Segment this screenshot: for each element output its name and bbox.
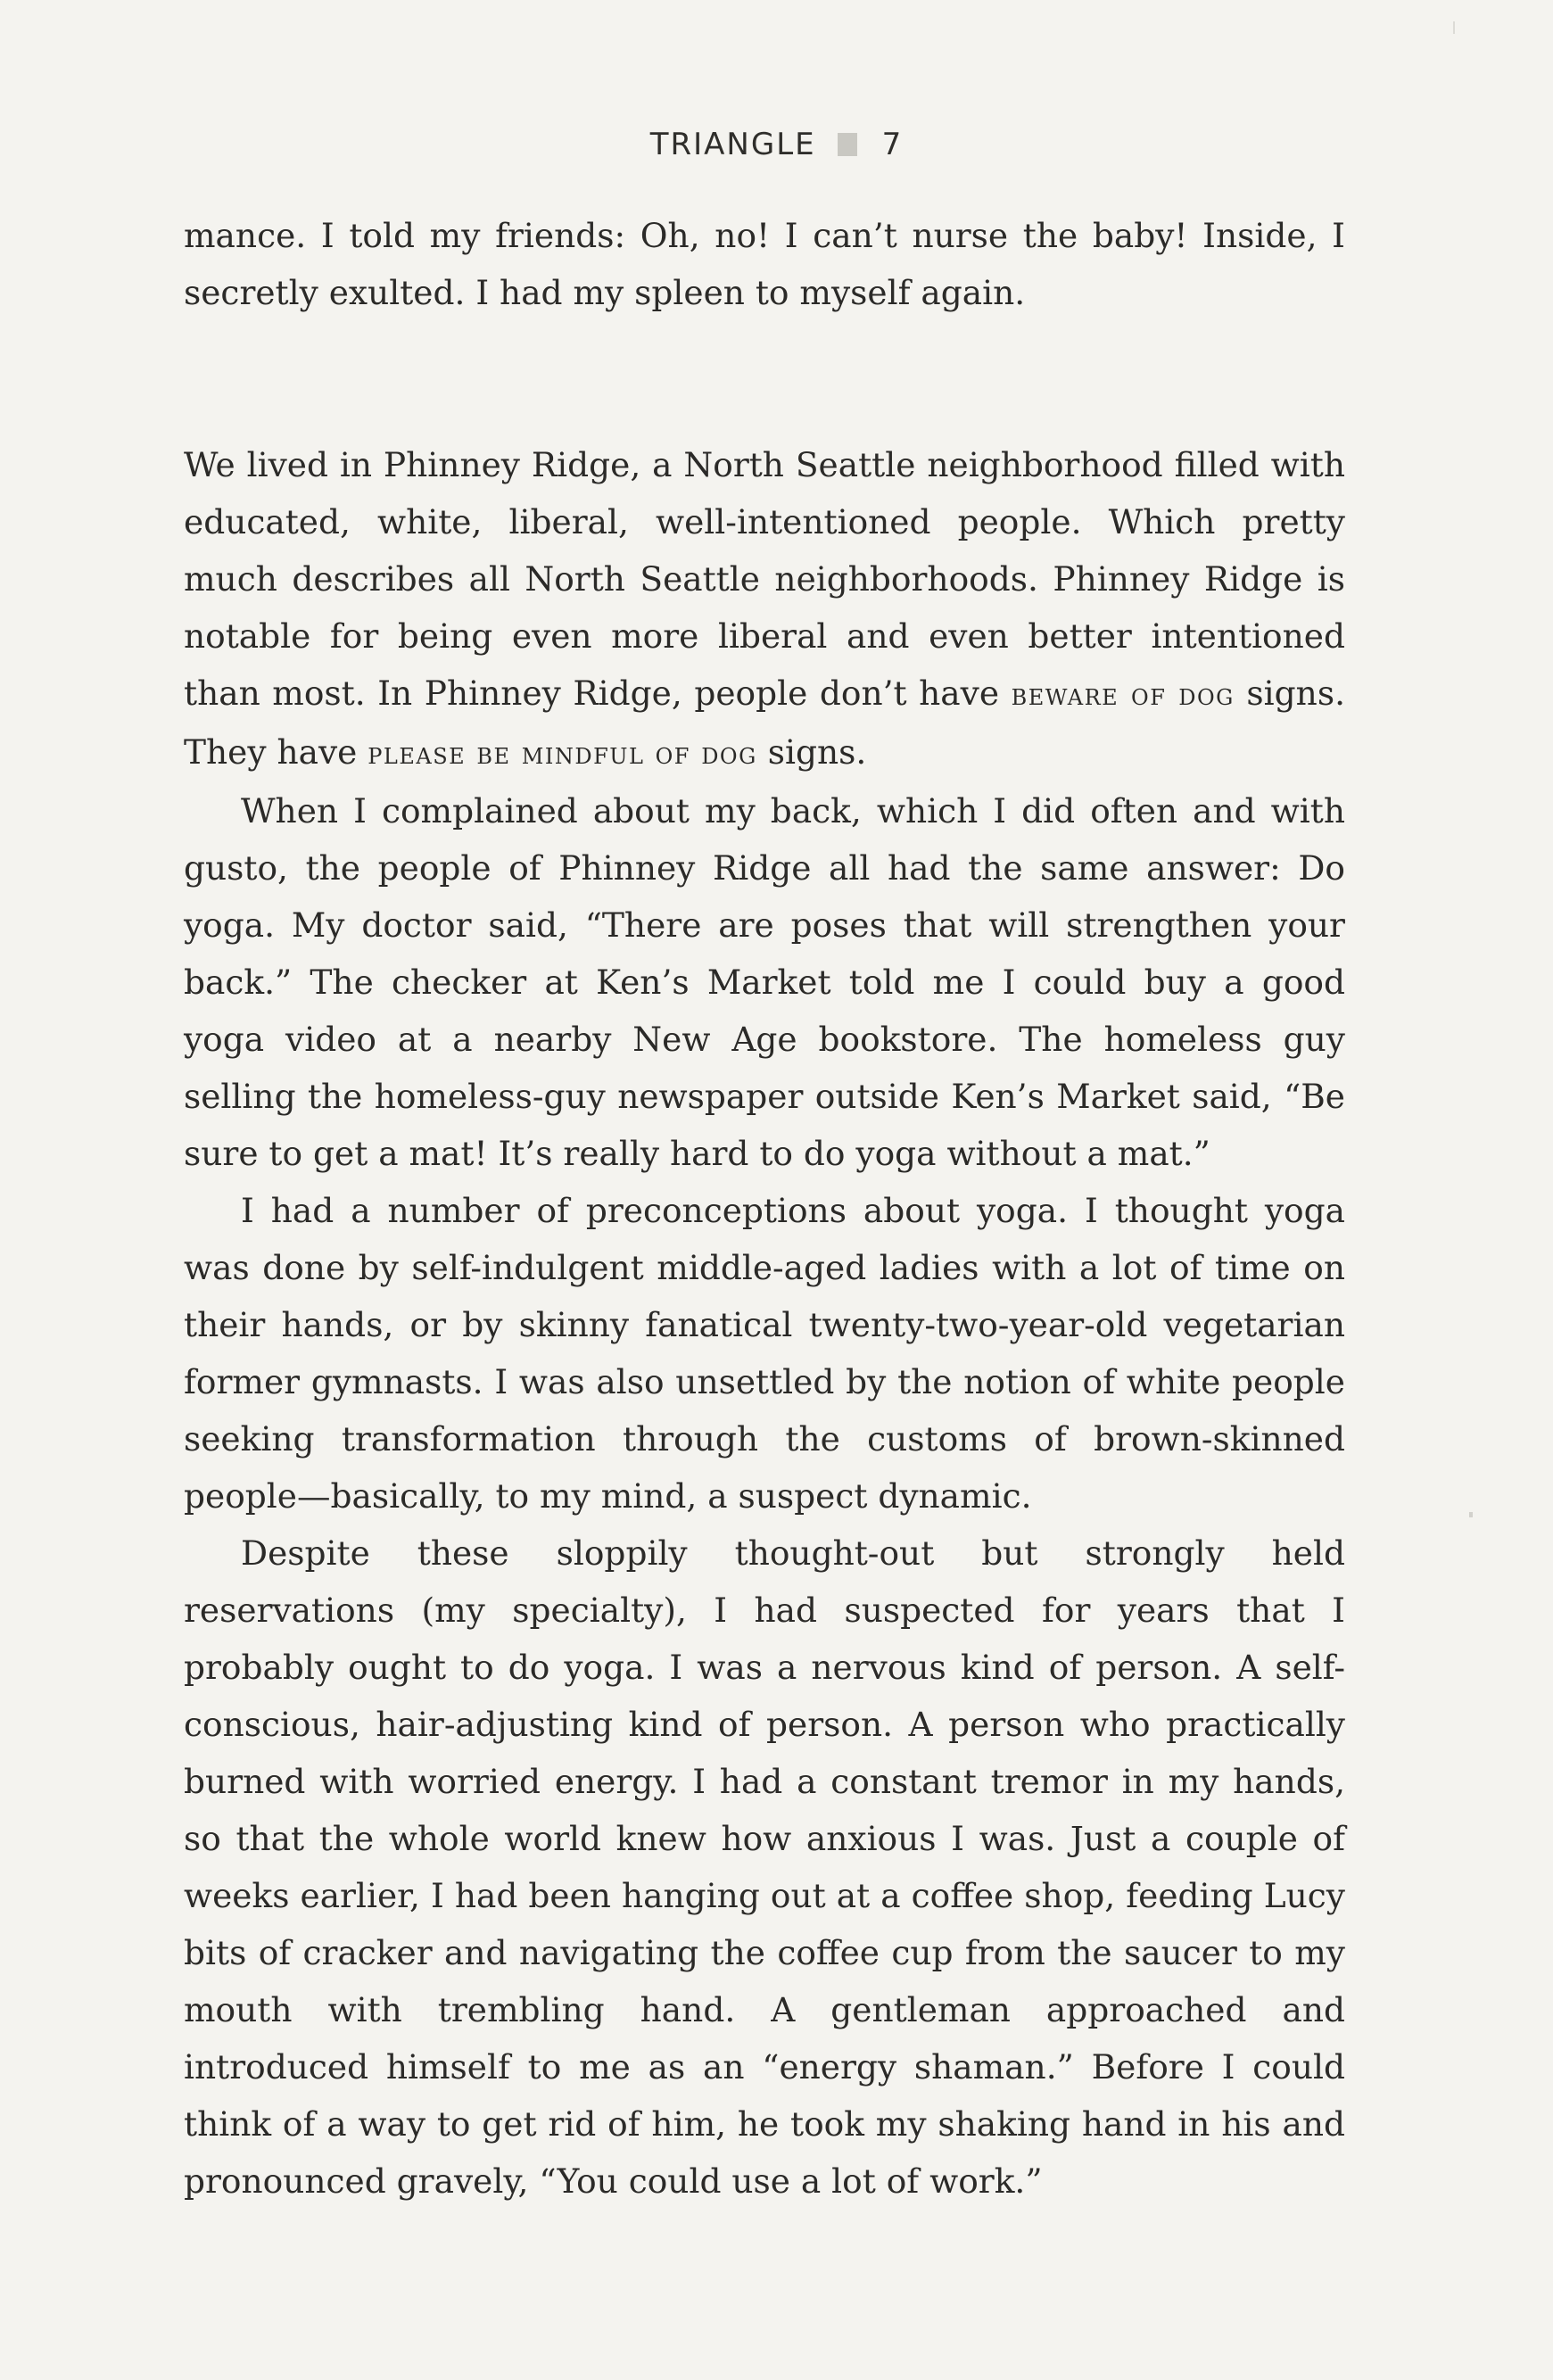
- header-title: TRIANGLE: [649, 127, 816, 162]
- paragraph-preconceptions: I had a number of preconceptions about yoga. I thought yoga was done by self-indulgent middle-aged ladies with a lot of time on their hands, or by skinny fanatical twenty-two-year-old vegetarian former gymnasts. I was also unsettled by the notion of white people seeking transformation through the customs of brown-skinned people—basically, to my mind, a suspect dynamic.: [184, 1191, 1345, 1516]
- paragraph-phinney-ridge: [184, 436, 1345, 782]
- continued-paragraph-block: [184, 207, 1345, 321]
- section-text-block: [184, 436, 1345, 2210]
- paragraph-continued: mance. I told my friends: Oh, no! I can’t nurse the baby! Inside, I secretly exulted. I had my spleen to myself again.: [184, 216, 1345, 312]
- small-caps-sign-text: please be mindful of dog: [368, 736, 757, 771]
- paragraph-reservations: Despite these sloppily thought-out but strongly held reservations (my specialty), I had suspected for years that I probably ought to do yoga. I was a nervous kind of person. A self-conscious, hair-adjusting kind of person. A person who practically burned with worried energy. I had a constant tremor in my hands, so that the whole world knew how anxious I was. Just a couple of weeks earlier, I had been hanging out at a coffee shop, feeding Lucy bits of cracker and navigating the coffee cup from the saucer to my mouth with trembling hand. A gentleman approached and introduced himself to me as an “energy shaman.” Before I could think of a way to get rid of him, he took my shaking hand in his and pronounced gravely, “You could use a lot of work.”: [184, 1533, 1345, 2201]
- paragraph-back-complaints: When I complained about my back, which I did often and with gusto, the people of Phinney Ridge all had the same answer: Do yoga. My doctor said, “There are poses that will strengthen your back.” The checker at Ken’s Market told me I could buy a good yoga video at a nearby New Age bookstore. The homeless guy selling the homeless-guy newspaper outside Ken’s Market said, “Be sure to get a mat! It’s really hard to do yoga without a mat.”: [184, 791, 1345, 1173]
- page-number: 7: [881, 127, 904, 162]
- text-span: signs. They have: [184, 674, 1345, 772]
- small-caps-sign-text: beware of dog: [1011, 677, 1235, 712]
- header-separator-square: [838, 133, 857, 156]
- margin-speck: [1469, 1512, 1473, 1517]
- text-span: signs.: [756, 732, 867, 772]
- running-header: [0, 127, 1553, 162]
- text-span: We lived in Phinney Ridge, a North Seattle neighborhood filled with educated, white, liberal, well-intentioned people. Which pretty much describes all North Seattle neighborhoods. Phinney Ridge is notable for being even more liberal and even better intentioned than most. In Phinney Ridge, people don’t have: [184, 445, 1345, 713]
- scan-mark: [1453, 21, 1455, 34]
